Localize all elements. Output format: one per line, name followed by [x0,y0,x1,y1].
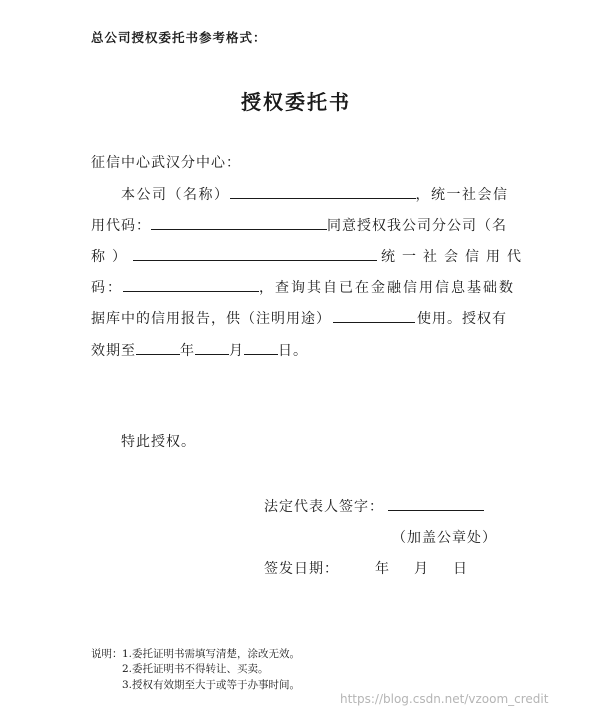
format-header: 总公司授权委托书参考格式： [91,30,267,45]
body-line-3-suffix: 统一社会信用代 [381,249,528,265]
valid-until-label: 效期至 [91,343,136,359]
body-line-2 [91,215,507,235]
issue-month-label: 月 [414,561,429,577]
seal-note: （加盖公章处） [392,530,497,546]
issue-date-line [264,558,468,578]
closing-text: 特此授权。 [121,434,196,450]
branch-credit-code-blank [123,277,259,292]
notes-label: 说明： [91,648,123,660]
source-watermark: https://blog.csdn.net/vzoom_credit [340,692,549,706]
document-title: 授权委托书 [241,90,351,114]
body-line-1 [121,184,509,204]
body-line-2-prefix: 用代码： [91,218,151,234]
signature-label: 法定代表人签字： [264,499,384,515]
issue-day-label: 日 [453,561,468,577]
year-label: 年 [180,343,195,359]
day-blank [244,340,278,355]
body-line-2-suffix: 同意授权我公司分公司（名 [327,218,507,234]
company-name-blank [230,184,416,199]
note-item-1: 1.委托证明书需填写清楚，涂改无效。 [122,648,301,660]
credit-code-blank [151,215,327,230]
body-line-4 [91,277,515,297]
signature-line [264,496,484,516]
addressee: 征信中心武汉分中心： [91,155,241,171]
body-line-1-suffix: ，统一社会信 [415,187,509,203]
signature-blank [388,496,484,511]
note-item-3: 3.授权有效期至大于或等于办事时间。 [122,679,301,691]
issue-year-label: 年 [375,561,390,577]
body-line-3-prefix: 称） [91,249,133,265]
branch-name-blank [133,246,377,261]
note-item-2: 2.委托证明书不得转让、买卖。 [122,663,269,675]
body-line-5-suffix: 使用。授权有 [417,311,507,327]
body-line-4-prefix: 码： [91,280,123,296]
body-line-3 [91,246,528,266]
body-line-1-prefix: 本公司（名称） [121,187,230,203]
year-blank [136,340,180,355]
body-line-6 [91,340,308,360]
month-blank [195,340,229,355]
purpose-blank [333,308,415,323]
day-label: 日。 [278,343,308,359]
month-label: 月 [229,343,244,359]
issue-date-label: 签发日期： [264,561,339,577]
body-line-4-suffix: ，查询其自已在金融信用信息基础数 [259,280,515,296]
body-line-5 [91,308,507,328]
body-line-5-prefix: 据库中的信用报告，供（注明用途） [91,311,331,327]
